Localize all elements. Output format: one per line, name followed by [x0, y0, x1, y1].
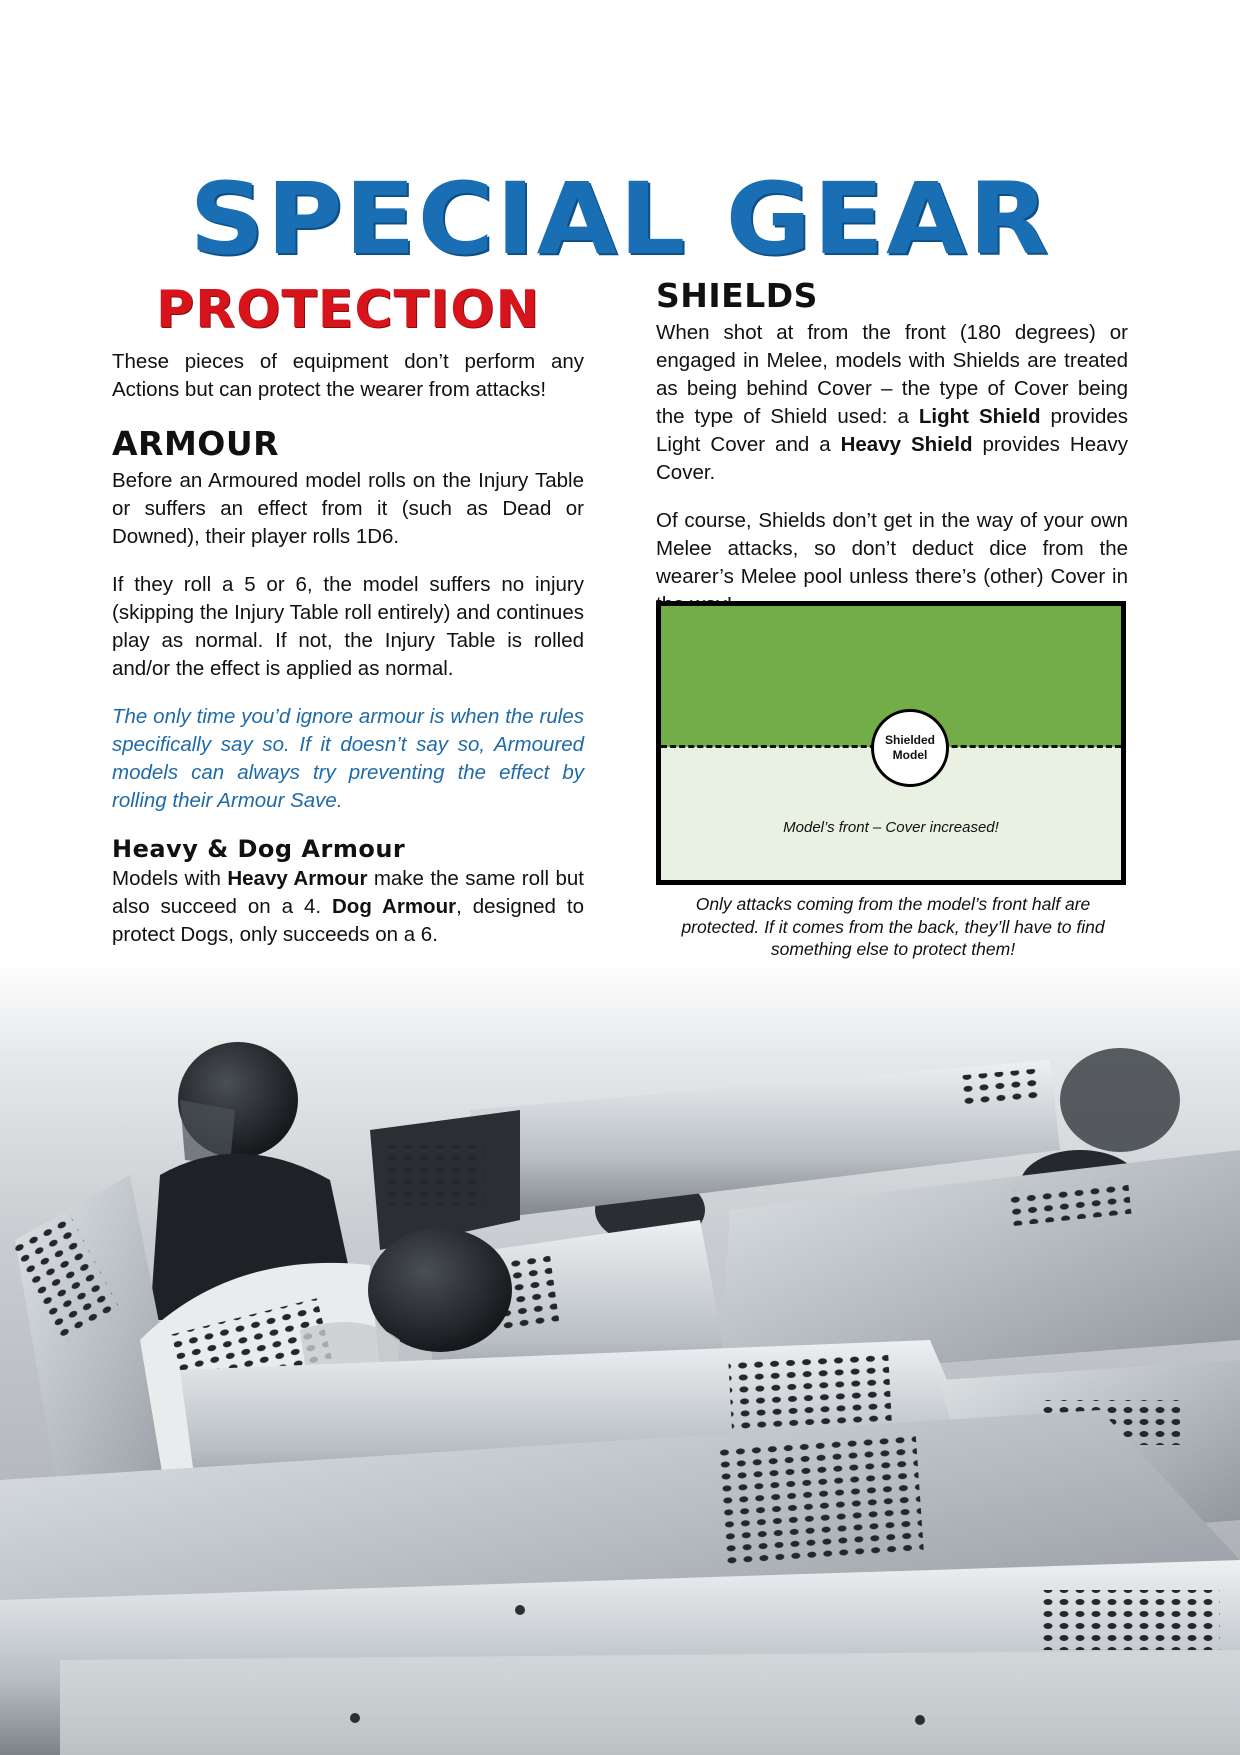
riot-shields-illustration [0, 960, 1240, 1755]
heavy-armour-term: Heavy Armour [227, 867, 368, 890]
text-run: , designed to protect Dogs, only succeeds on a 6. [112, 895, 584, 946]
armour-paragraph-1: Before an Armoured model rolls on the Injury Table or suffers an effect from it (such as Dead or Downed), their player rolls 1D6. [112, 469, 584, 548]
page-title: SPECIAL GEAR [189, 161, 1051, 277]
armour-paragraph-2: If they roll a 5 or 6, the model suffers no injury (skipping the Injury Table roll entirely) and continues play as normal. If not, the Injury Table is rolled and/or the effect is applied as normal. [112, 573, 584, 680]
light-shield-term: Light Shield [918, 405, 1041, 428]
text-run: make the same roll but also succeed on a 4. [112, 867, 584, 918]
dog-armour-term: Dog Armour [332, 895, 457, 918]
text-run: provides Light Cover and a [656, 405, 1129, 456]
armour-heading: ARMOUR [112, 424, 280, 463]
diagram-caption: Only attacks coming from the model’s front half are protected. If it comes from the back, they’ll have to find something else to protect them! [681, 894, 1105, 959]
front-area-label: Model’s front – Cover increased! [783, 819, 999, 836]
text-run: When shot at from the front (180 degrees) or engaged in Melee, models with Shields are treated as being behind Cover – the type of Cover being the type of Shield used: a [656, 321, 1128, 428]
heavy-armour-paragraph [112, 865, 584, 949]
heavy-shield-term: Heavy Shield [840, 433, 973, 456]
text-run: Models with [112, 867, 228, 890]
model-label-line-2: Model [892, 748, 928, 762]
shields-paragraph-1 [656, 319, 1128, 487]
shields-paragraph-2: Of course, Shields don’t get in the way of your own Melee attacks, so don’t deduct dice from the wearer’s Melee pool unless there’s (other) Cover in [656, 509, 1128, 588]
protection-intro: These pieces of equipment don’t perform any Actions but can protect the wearer from attacks! [112, 350, 584, 401]
shields-heading: SHIELDS [656, 276, 818, 315]
shielded-model-token [871, 709, 949, 787]
text-run: provides Heavy Cover. [656, 433, 1128, 484]
shield-arc-diagram [656, 601, 1126, 885]
heavy-dog-armour-heading: Heavy & Dog Armour [112, 835, 406, 863]
riot-shields-photo [0, 960, 1240, 1755]
right-column [656, 276, 1128, 639]
left-column [112, 280, 584, 969]
armour-note: The only time you’d ignore armour is when the rules specifically say so. If it doesn’t say so, Armoured models can always try preventing the effect by rolling their Armour Save. [112, 705, 584, 812]
protection-heading: PROTECTION [155, 280, 541, 340]
model-label-line-1: Shielded [884, 733, 935, 747]
